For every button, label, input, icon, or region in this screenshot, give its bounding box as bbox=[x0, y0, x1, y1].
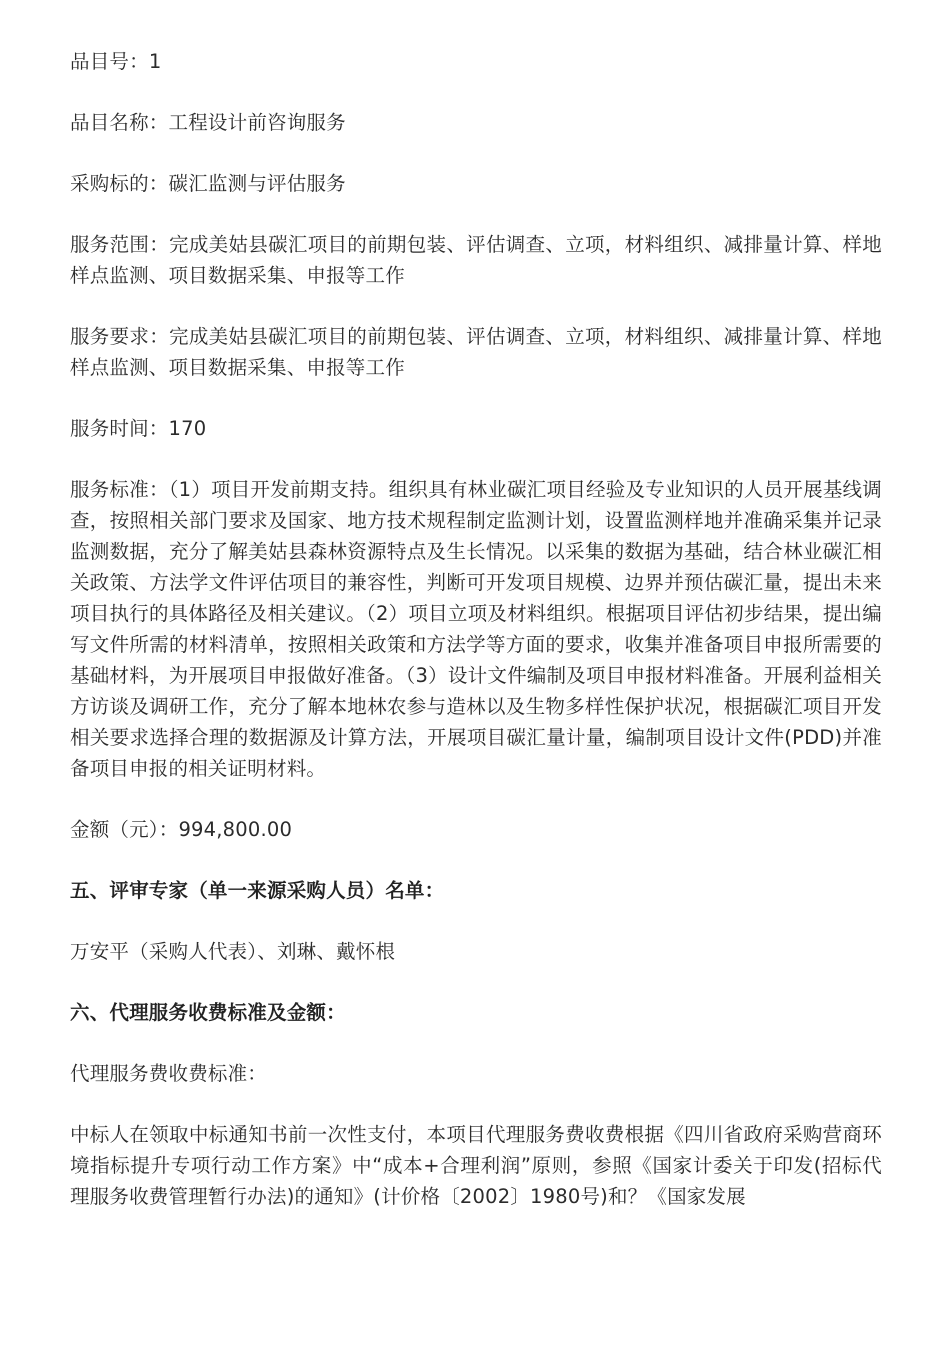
item-name-label: 品目名称： bbox=[70, 111, 169, 134]
service-requirement bbox=[70, 321, 882, 383]
amount-value: 994,800.00 bbox=[178, 818, 293, 841]
section-5-heading: 五、评审专家（单一来源采购人员）名单： bbox=[70, 879, 445, 902]
service-time bbox=[70, 413, 882, 444]
service-requirement-label: 服务要求： bbox=[70, 325, 170, 348]
service-standard bbox=[70, 474, 882, 784]
service-scope-label: 服务范围： bbox=[70, 233, 170, 256]
service-requirement-value: 完成美姑县碳汇项目的前期包装、评估调查、立项，材料组织、减排量计算、样地样点监测、项目数据采集、申报等工作 bbox=[70, 325, 882, 379]
procurement-target-label: 采购标的： bbox=[70, 172, 169, 195]
item-name bbox=[70, 107, 882, 138]
procurement-target-value: 碳汇监测与评估服务 bbox=[168, 172, 346, 195]
service-standard-value: （1）项目开发前期支持。组织具有林业碳汇项目经验及专业知识的人员开展基线调查，按照相关部门要求及国家、地方技术规程制定监测计划，设置监测样地并准确采集并记录监测数据，充分了解美姑县森林资源特点及生长情况。以采集的数据为基础，结合林业碳汇相关政策、方法学文件评估项目的兼容性，判断可开发项目规模、边界并预估碳汇量，提出未来项目执行的具体路径及相关建议。（2）项目立项及材料组织。根据项目评估初步结果，提出编写文件所需的材料清单，按照相关政策和方法学等方面的要求，收集并准备项目申报所需要的基础材料，为开展项目申报做好准备。（3）设计文件编制及项目申报材料准备。开展利益相关方访谈及调研工作，充分了解本地林农参与造林以及生物多样性保护状况，根据碳汇项目开发相关要求选择合理的数据源及计算方法，开展项目碳汇量计量，编制项目设计文件(PDD)并准备项目申报的相关证明材料。 bbox=[70, 478, 882, 780]
item-number-label: 品目号： bbox=[70, 50, 149, 73]
fee-standard-label: 代理服务费收费标准： bbox=[70, 1062, 268, 1085]
fee-standard-text: 中标人在领取中标通知书前一次性支付，本项目代理服务费收费根据《四川省政府采购营商环境指标提升专项行动工作方案》中“成本+合理利润”原则，参照《国家计委关于印发(招标代理服务收费管理暂行办法)的通知》(计价格〔2002〕1980号)和？《国家发展 bbox=[70, 1123, 882, 1208]
item-name-value: 工程设计前咨询服务 bbox=[168, 111, 346, 134]
procurement-target bbox=[70, 168, 882, 199]
amount bbox=[70, 814, 882, 845]
item-number-value: 1 bbox=[148, 50, 162, 73]
amount-label: 金额（元）： bbox=[70, 818, 179, 841]
expert-list: 万安平（采购人代表）、刘琳、戴怀根 bbox=[70, 940, 396, 963]
item-number bbox=[70, 46, 882, 77]
service-time-value: 170 bbox=[168, 417, 207, 440]
service-scope-value: 完成美姑县碳汇项目的前期包装、评估调查、立项，材料组织、减排量计算、样地样点监测、项目数据采集、申报等工作 bbox=[70, 233, 882, 287]
service-time-label: 服务时间： bbox=[70, 417, 169, 440]
service-scope bbox=[70, 229, 882, 291]
section-6-heading: 六、代理服务收费标准及金额： bbox=[70, 1001, 346, 1024]
document-body bbox=[70, 46, 882, 1242]
service-standard-label: 服务标准： bbox=[70, 478, 169, 501]
